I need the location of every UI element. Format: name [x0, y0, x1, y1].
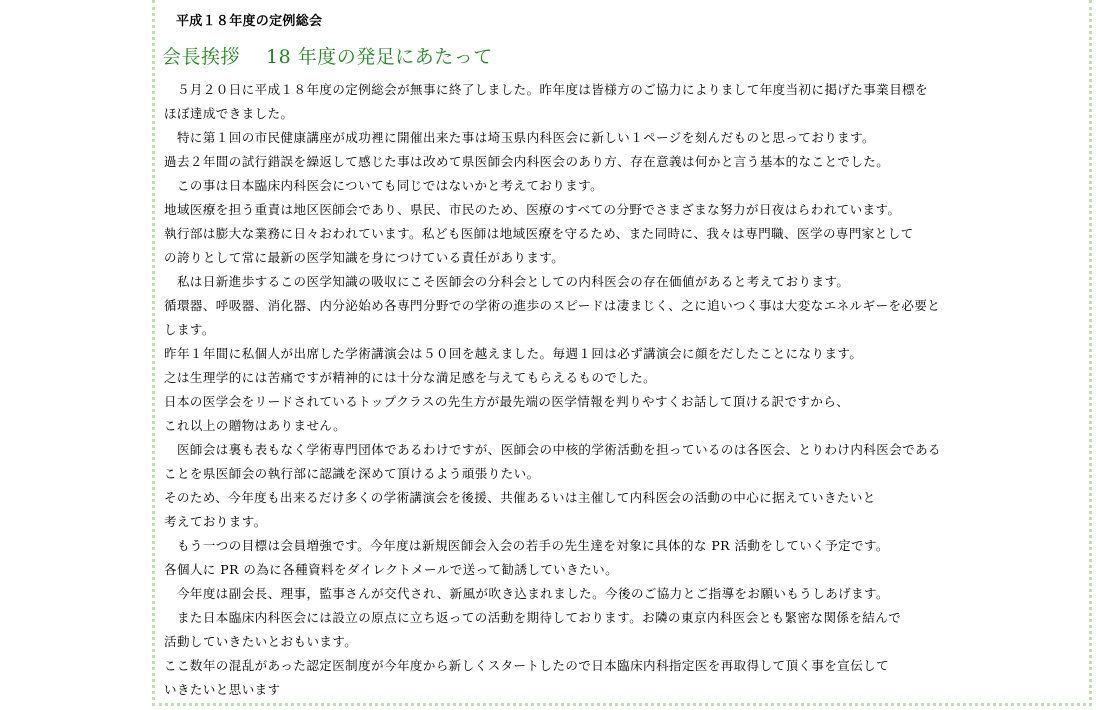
body-line: します。	[164, 322, 215, 337]
body-line: 考えております。	[164, 514, 267, 529]
body-line: もう一つの目標は会員増強です。今年度は新規医師会入会の若手の先生達を対象に具体的な PR 活動をしていく予定です。	[164, 538, 889, 553]
body-line: 之は生理学的には苦痛ですが精神的には十分な満足感を与えてもらえるものでした。	[164, 370, 657, 385]
body-line: また日本臨床内科医会には設立の原点に立ち返っての活動を期待しております。お隣の東京内科医会とも緊密な関係を結んで	[164, 610, 902, 625]
body-line: の誇りとして常に最新の医学知識を身につけている責任があります。	[164, 250, 565, 265]
body-line: 執行部は膨大な業務に日々おわれています。私ども医師は地域医療を守るため、また同時に、我々は専門職、医学の専門家として	[164, 226, 914, 241]
body-line: そのため、今年度も出来るだけ多くの学術講演会を後援、共催あるいは主催して内科医会の活動の中心に据えていきたいと	[164, 490, 876, 505]
body-line: 医師会は裏も表もなく学術専門団体であるわけですが、医師会の中核的学術活動を担っているのは各医会、とりわけ内科医会である	[164, 442, 942, 457]
body-line: 今年度は副会長、理事，監事さんが交代され、新風が吹き込まれました。今後のご協力とご指導をお願いもうしあげます。	[164, 586, 889, 601]
body-line: 地域医療を担う重責は地区医師会であり、県民、市民のため、医療のすべての分野でさまざまな努力が日夜はらわれています。	[164, 202, 901, 217]
body-line: ことを県医師会の執行部に認識を深めて頂けるよう頑張りたい。	[164, 466, 540, 481]
body-line: ほぼ達成できました。	[164, 106, 294, 121]
body-line: 過去２年間の試行錯誤を繰返して感じた事は改めて県医師会内科医会のあり方、存在意義は何かと言う基本的なことでした。	[164, 154, 890, 169]
greeting-body	[164, 78, 1089, 702]
body-line: ５月２０日に平成１８年度の定例総会が無事に終了しました。昨年度は皆様方のご協力によりまして年度当初に掲げた事業目標を	[164, 82, 929, 97]
headline-subtitle: 18 年度の発足にあたって	[266, 46, 493, 68]
body-line: 活動していきたいとおもいます。	[164, 634, 358, 649]
body-line: ここ数年の混乱があった認定医制度が今年度から新しくスタートしたので日本臨床内科指定医を再取得して頂く事を宣伝して	[164, 658, 890, 673]
headline-title: 会長挨拶	[162, 46, 241, 68]
page-headline	[162, 42, 493, 69]
body-line: 私は日新進歩するこの医学知識の吸収にこそ医師会の分科会としての内科医会の存在価値があると考えております。	[164, 274, 850, 289]
body-line: 各個人に PR の為に各種資料をダイレクトメールで送って勧誘していきたい。	[164, 562, 619, 577]
section-title: 平成１８年度の定例総会	[176, 14, 323, 29]
body-line: 循環器、呼吸器、消化器、内分泌始め各専門分野での学術の進歩のスピードは凄まじく、之に追いつく事は大変なエネルギーを必要と	[164, 298, 941, 313]
body-line: 昨年１年間に私個人が出席した学術講演会は５０回を越えました。毎週１回は必ず講演会に顔をだしたことになります。	[164, 346, 863, 361]
body-line: いきたいと思います	[164, 682, 281, 697]
body-line: 日本の医学会をリードされているトップクラスの先生方が最先端の医学情報を判りやすくお話して頂ける訳ですから、	[164, 394, 850, 409]
body-line: この事は日本臨床内科医会についても同じではないかと考えております。	[164, 178, 604, 193]
body-line: 特に第１回の市民健康講座が成功裡に開催出来た事は埼玉県内科医会に新しい１ページを刻んだものと思っております。	[164, 130, 876, 145]
body-line: これ以上の贈物はありません。	[164, 418, 347, 433]
